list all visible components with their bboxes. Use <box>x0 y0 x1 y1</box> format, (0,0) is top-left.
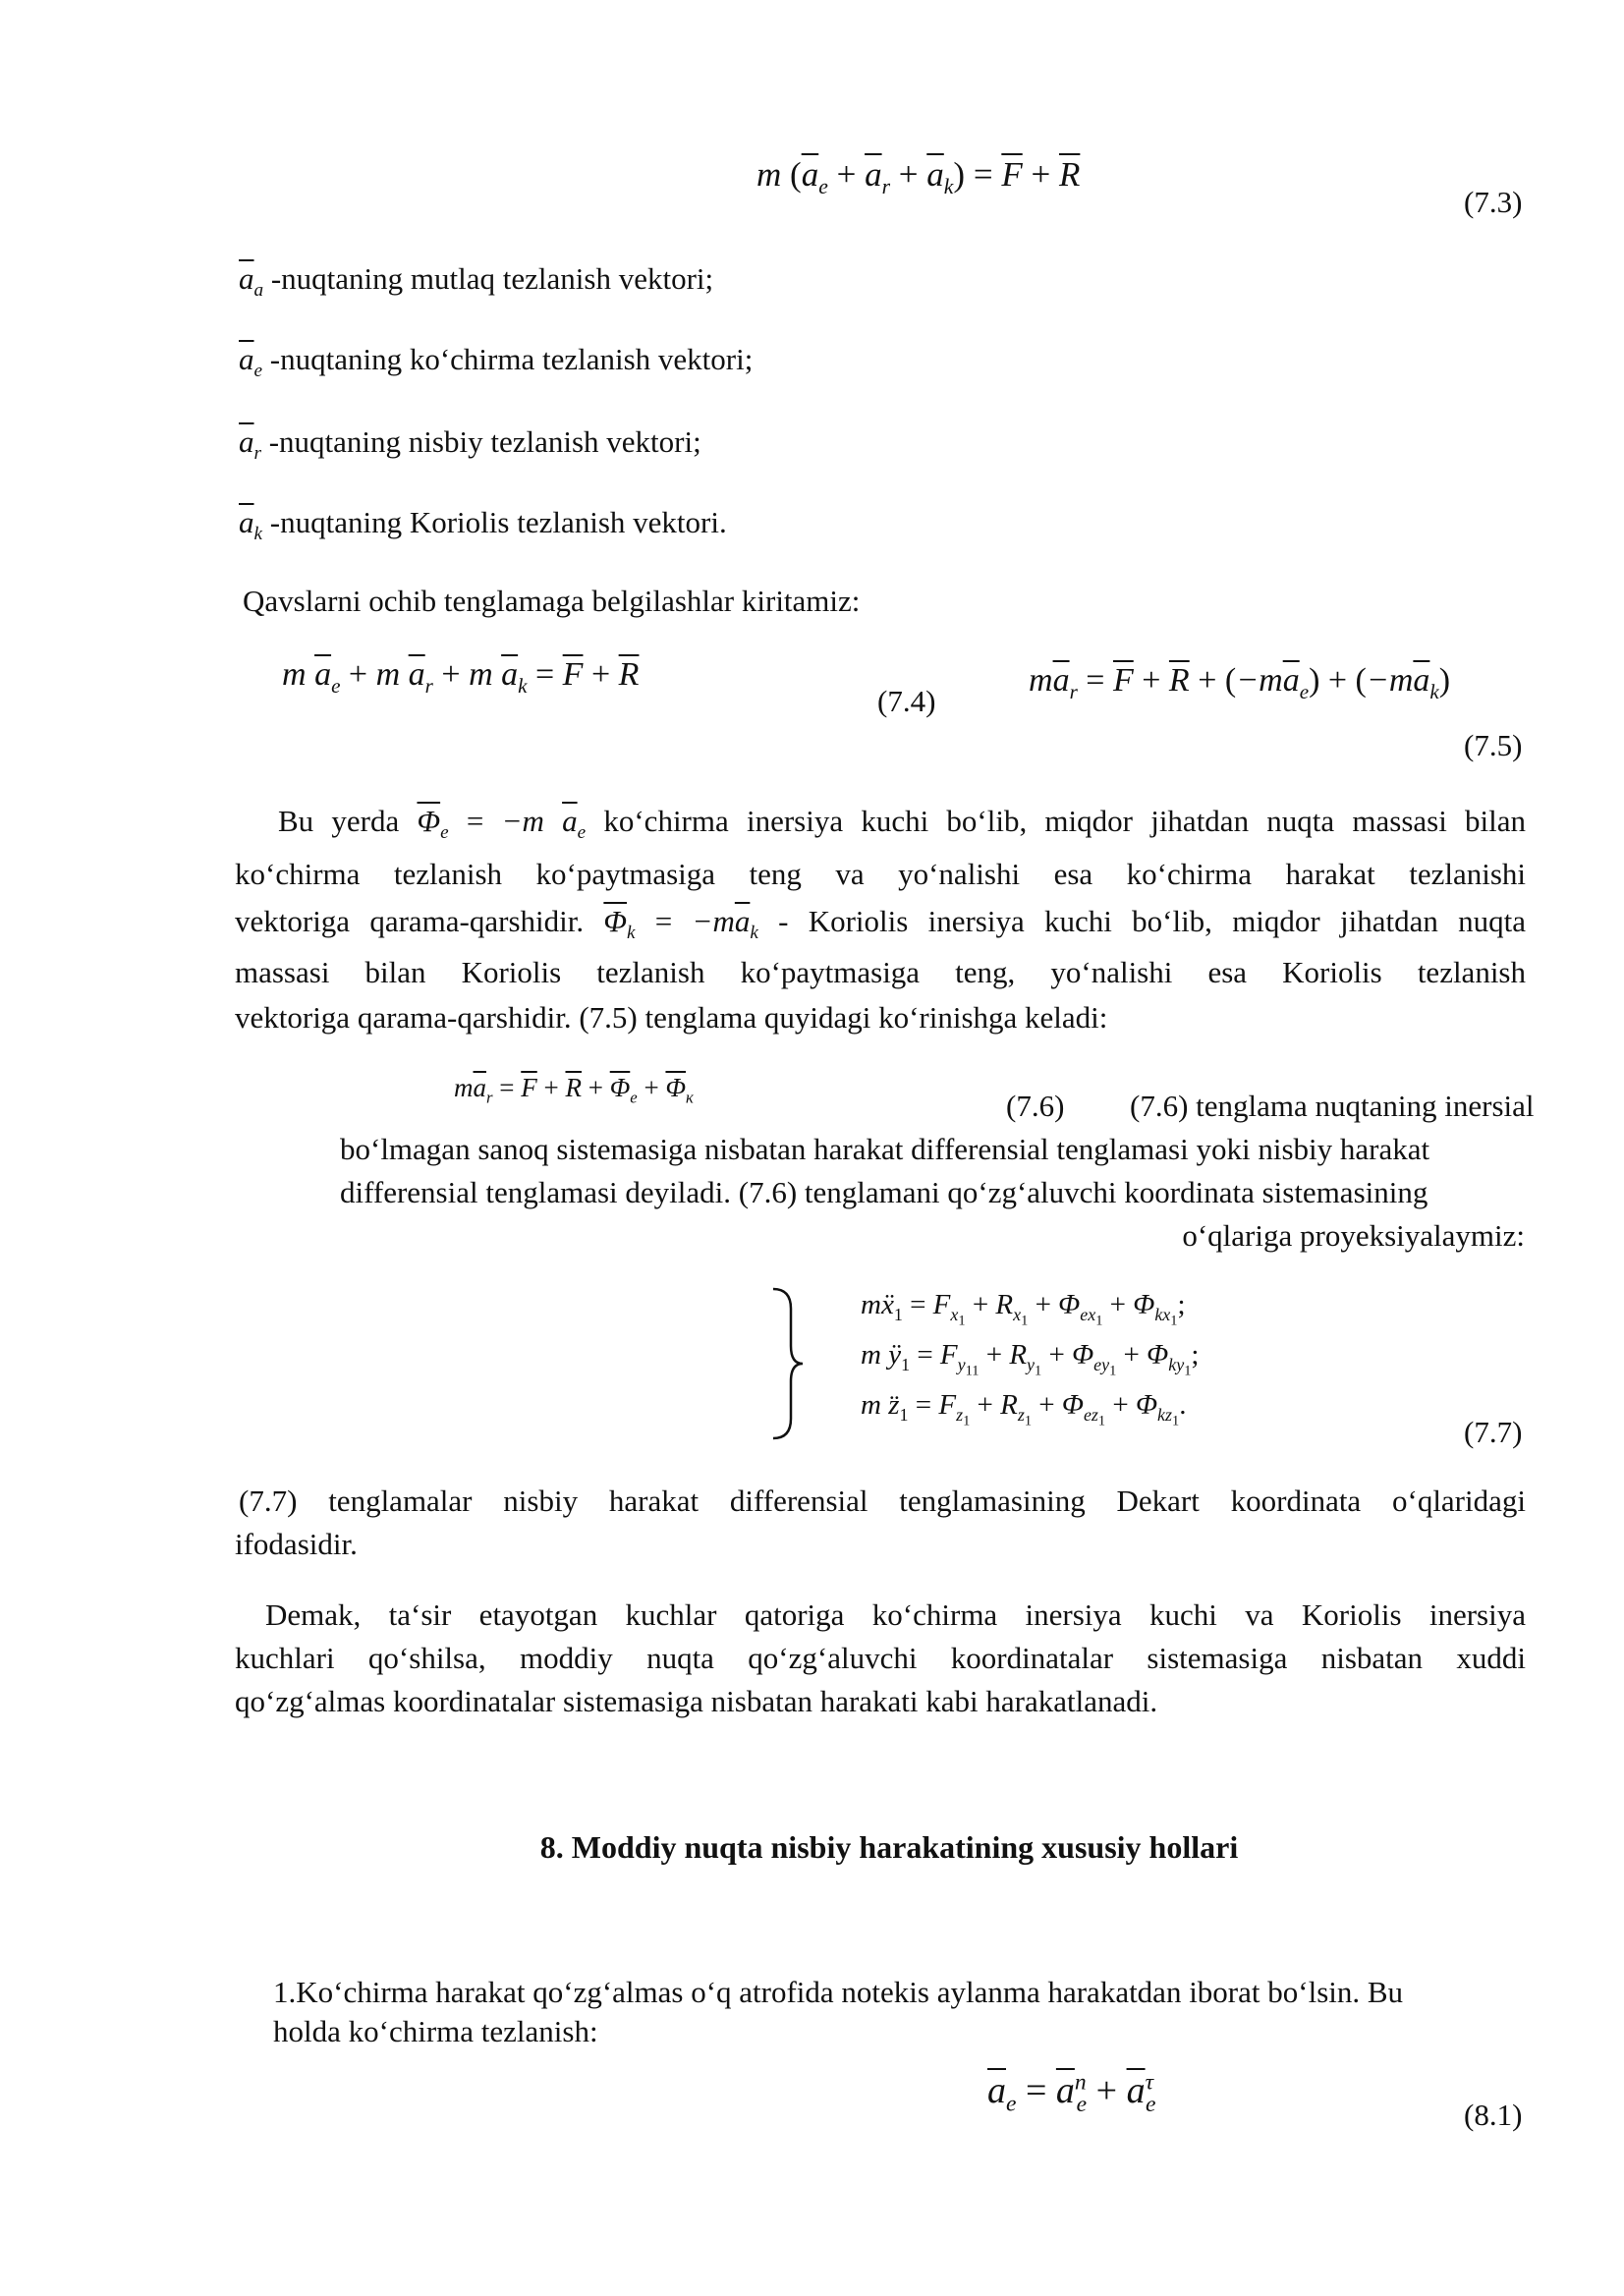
paragraph-line: massasi bilan Koriolis tezlanish ko‘paytmasiga teng, yo‘nalishi esa Koriolis tezlanish <box>235 955 1526 989</box>
definition-transport-acceleration: $\overline{a}_e$ -nuqtaning ko‘chirma tezlanish vektori; <box>239 342 754 382</box>
paragraph-line: qo‘zg‘almas koordinatalar sistemasiga nisbatan harakati kabi harakatlanadi. <box>235 1684 1158 1718</box>
definition-text: -nuqtaning nisbiy tezlanish vektori; <box>268 424 701 459</box>
formula-coriolis-inertia-force: $\overline{\Phi}_k = -m\overline{a}_k$ <box>603 904 758 944</box>
paragraph-line: 1.Ko‘chirma harakat qo‘zg‘almas o‘q atrofida notekis aylanma harakatdan iborat bo‘lsin. Bu <box>273 1975 1404 2009</box>
equation-number-7-5: (7.5) <box>1464 728 1523 762</box>
equation-8-1: $\overline{a}_e = \overline{a}^n_e + \overline{a}^\tau_e$ <box>987 2069 1156 2117</box>
paragraph-text: ko‘chirma inersiya kuchi bo‘lib, miqdor jihatdan nuqta massasi bilan <box>603 804 1527 838</box>
paragraph-text: Bu yerda <box>278 804 400 838</box>
equation-7-7-x: mẍ$_1$ = $F_{x_1} + R_{x_1} + \Phi_{ex_1} + \Phi_{kx_1}$; <box>861 1289 1186 1329</box>
equation-7-3: m $(\overline{a}_e + \overline{a}_r + \overline{a}_k) = \overline{F} + \overline{R}$ <box>756 155 1081 198</box>
equation-number-7-3: (7.3) <box>1464 185 1523 219</box>
paragraph-line: holda ko‘chirma tezlanish: <box>273 2014 598 2048</box>
equation-7-6: $m\overline{a}_r = \overline{F} + \overline{R} + \overline{\Phi}_e + \overline{\Phi}_к$ <box>454 1073 694 1107</box>
paragraph-line: (7.6) tenglama nuqtaning inersial <box>1130 1089 1535 1123</box>
paragraph-line: ifodasidir. <box>235 1527 358 1561</box>
definition-relative-acceleration: $\overline{a}_r$ -nuqtaning nisbiy tezlanish vektori; <box>239 424 701 465</box>
equation-number-7-7: (7.7) <box>1464 1415 1523 1449</box>
section-heading: 8. Moddiy nuqta nisbiy harakatining xususiy hollari <box>539 1829 1239 1865</box>
equation-number-7-4: (7.4) <box>877 684 936 718</box>
equation-number-8-1: (8.1) <box>1464 2098 1523 2132</box>
paragraph-line: Demak, ta‘sir etayotgan kuchlar qatoriga ko‘chirma inersiya kuchi va Koriolis inersiya <box>265 1597 1526 1632</box>
definition-text: -nuqtaning mutlaq tezlanish vektori; <box>270 261 714 296</box>
paragraph-line <box>235 900 1526 943</box>
paragraph-line: o‘qlariga proyeksiyalaymiz: <box>1182 1218 1525 1253</box>
paragraph-line: kuchlari qo‘shilsa, moddiy nuqta qo‘zg‘aluvchi koordinatalar sistemasiga nisbatan xuddi <box>235 1641 1526 1675</box>
intro-text: Qavslarni ochib tenglamaga belgilashlar kiritamiz: <box>243 584 861 618</box>
paragraph-line: (7.7) tenglamalar nisbiy harakat differensial tenglamasining Dekart koordinata o‘qlaridagi <box>239 1484 1526 1518</box>
equation-7-5: $m\overline{a}_r = \overline{F} + \overline{R} + (-m\overline{a}_e) + (-m\overline{a}_k)$ <box>1029 662 1451 703</box>
equation-7-4: m $\overline{a}_e + m$ $\overline{a}_r + m$ $\overline{a}_k = \overline{F} + \overline{R}$ <box>282 656 640 698</box>
equation-7-7-z: m $z̈_1 = F_{z_1} + R_{z_1} + \Phi_{ez_1} + \Phi_{kz_1}$. <box>861 1389 1187 1429</box>
definition-coriolis-acceleration: $\overline{a}_k$ -nuqtaning Koriolis tezlanish vektori. <box>239 505 727 545</box>
paragraph-line: bo‘lmagan sanoq sistemasiga nisbatan harakat differensial tenglamasi yoki nisbiy harakat <box>340 1132 1430 1166</box>
paragraph-line: differensial tenglamasi deyiladi. (7.6) tenglamani qo‘zg‘aluvchi koordinata sistemasining <box>340 1175 1428 1209</box>
paragraph-text: vektoriga qarama-qarshidir. <box>235 904 585 938</box>
definition-text: -nuqtaning Koriolis tezlanish vektori. <box>269 505 727 539</box>
definition-text: -nuqtaning ko‘chirma tezlanish vektori; <box>269 342 754 376</box>
equation-7-7-y: m $ÿ_1 = F_{y_{11}} + R_{y_1} + \Phi_{ey_1} + \Phi_{ky_1}$; <box>861 1339 1200 1379</box>
paragraph-line: ko‘chirma tezlanish ko‘paytmasiga teng va yo‘nalishi esa ko‘chirma harakat tezlanishi <box>235 857 1526 891</box>
definition-absolute-acceleration: $\overline{a}_a$ -nuqtaning mutlaq tezlanish vektori; <box>239 261 714 302</box>
right-brace <box>769 1285 809 1442</box>
equation-number-7-6: (7.6) <box>1006 1089 1065 1123</box>
paragraph-text: - Koriolis inersiya kuchi bo‘lib, miqdor jihatdan nuqta <box>778 904 1526 938</box>
paragraph-line: vektoriga qarama-qarshidir. (7.5) tenglama quyidagi ko‘rinishga keladi: <box>235 1000 1108 1035</box>
paragraph-line <box>278 800 1526 843</box>
formula-transport-inertia-force: $\overline{\Phi}_e = -m$ $\overline{a}_e$ <box>417 804 587 844</box>
